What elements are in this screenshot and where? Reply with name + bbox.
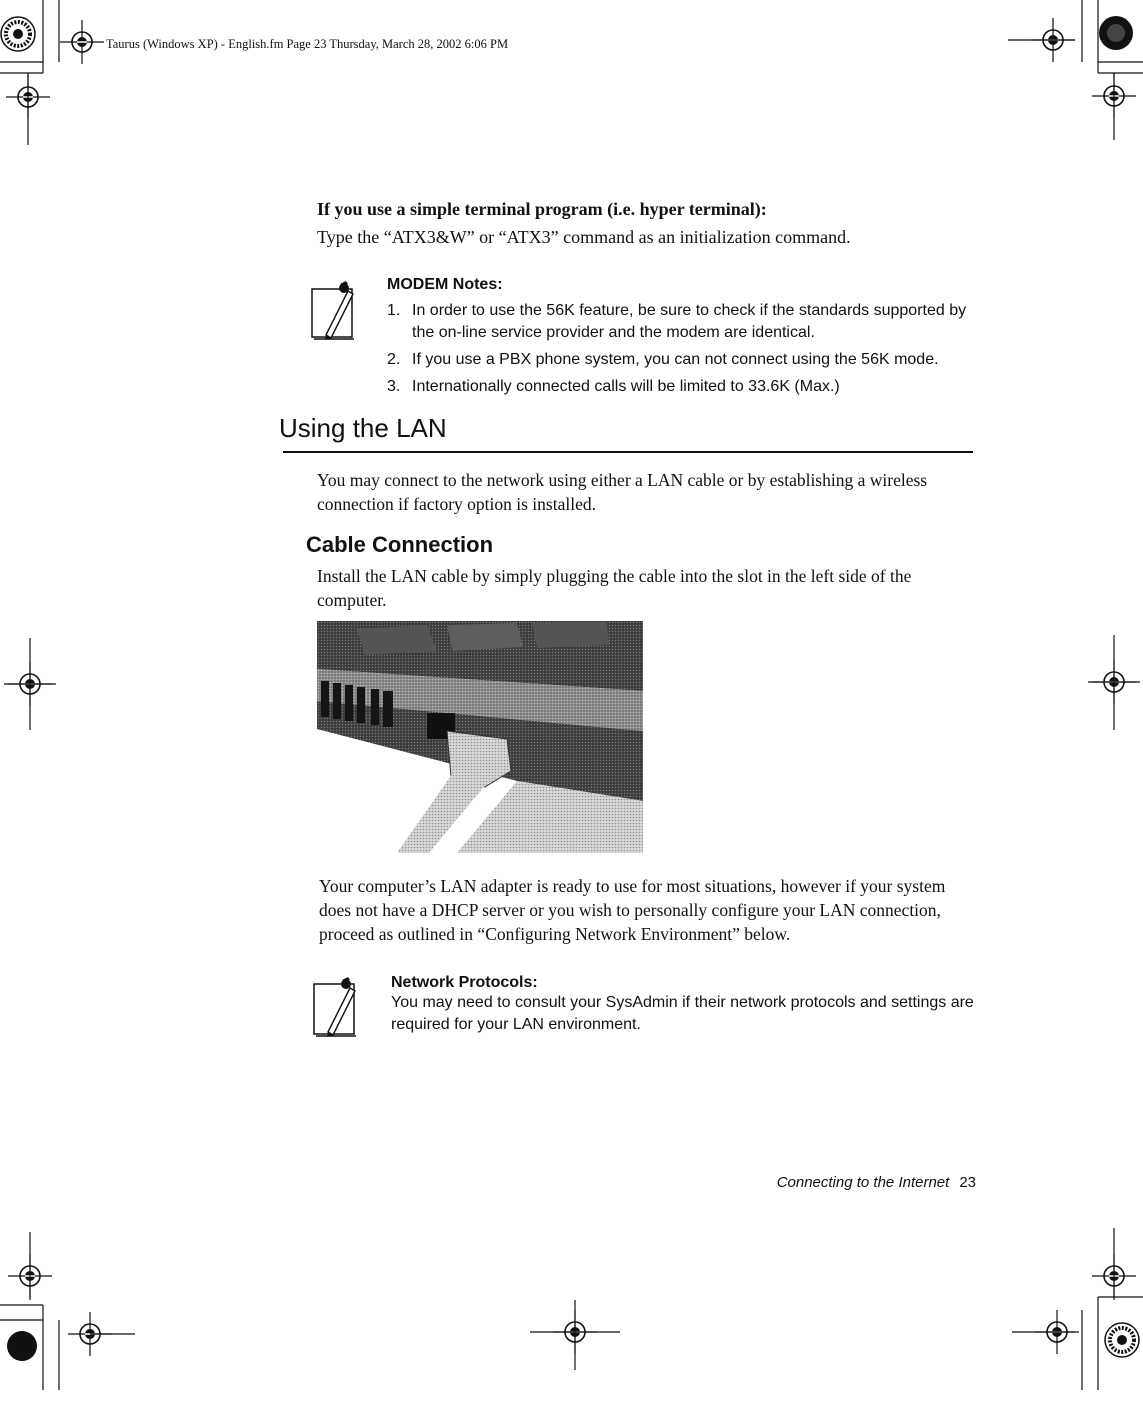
modem-notes-list [387,300,987,403]
list-item [387,376,987,398]
crop-wheel-icon [7,1331,37,1361]
terminal-heading: If you use a simple terminal program (i.e. hyper terminal): [317,199,767,219]
registration-mark-icon [60,20,104,64]
crop-wheel-icon [1099,16,1133,50]
page-footer [680,1174,976,1191]
subheading-cable-connection: Cable Connection [306,532,494,557]
list-item [387,300,987,344]
lan-intro-paragraph: You may connect to the network using either a LAN cable or by establishing a wireless connection if factory option is installed. [317,470,928,514]
list-item [387,349,987,371]
lan-adapter-paragraph: Your computer’s LAN adapter is ready to use for most situations, however if your system does not have a DHCP server or you wish to personally configure your LAN connection, proceed as outlined in “Configuring Network Environment” below. [319,876,946,944]
crop-wheel-icon [1105,1323,1139,1357]
page-number: 23 [959,1174,976,1191]
list-item-number: 3. [387,378,401,395]
network-protocols-title: Network Protocols: [391,974,538,991]
print-header-file-info: Taurus (Windows XP) - English.fm Page 23 Thursday, March 28, 2002 6:06 PM [106,37,509,51]
network-protocols-text: You may need to consult your SysAdmin if their network protocols and settings are required for your LAN environment. [391,994,974,1033]
list-item-text: If you use a PBX phone system, you can not connect using the 56K mode. [412,351,939,368]
footer-chapter-title: Connecting to the Internet [776,1174,950,1191]
section-divider [283,451,973,453]
list-item-text: In order to use the 56K feature, be sure to check if the standards supported by the on-line service provider and the modem are identical. [412,302,967,341]
cable-instruction-paragraph: Install the LAN cable by simply plugging the cable into the slot in the left side of the computer. [317,566,912,610]
list-item-number: 1. [387,302,401,319]
terminal-instruction: Type the “ATX3&W” or “ATX3” command as an initialization command. [317,227,851,247]
modem-notes-title: MODEM Notes: [387,276,503,293]
section-heading-lan: Using the LAN [279,413,447,443]
lan-cable-photo [317,621,643,853]
note-pencil-icon [310,281,366,341]
list-item-number: 2. [387,351,401,368]
crop-wheel-icon [1,17,35,51]
list-item-text: Internationally connected calls will be limited to 33.6K (Max.) [412,378,840,395]
note-pencil-icon [312,976,368,1038]
